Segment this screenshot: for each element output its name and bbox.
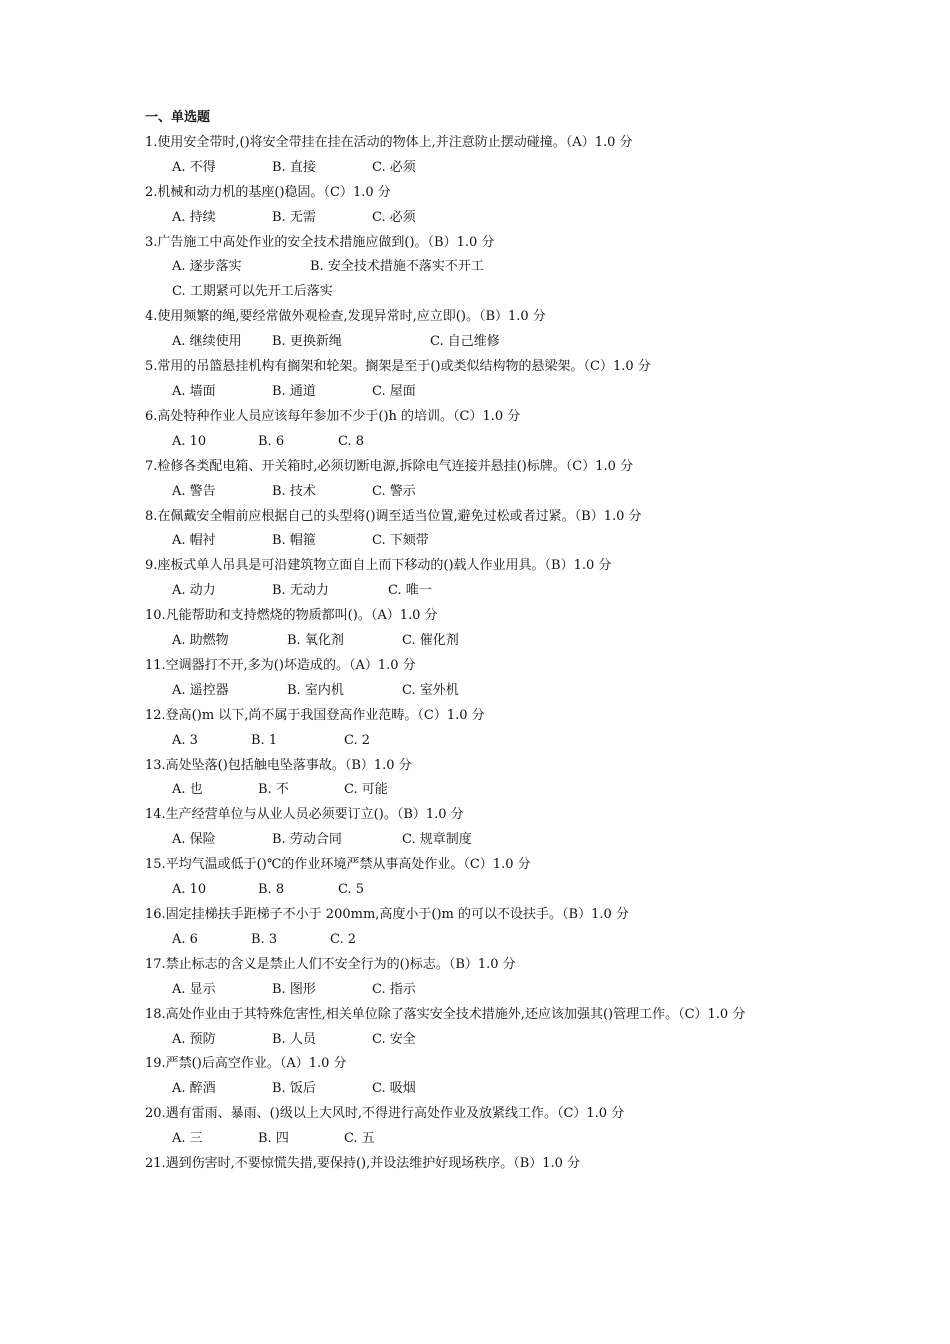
question: 4.使用频繁的绳,要经常做外观检查,发现异常时,应立即()。（B）1.0 分 [145, 309, 546, 325]
question: 11.空调器打不开,多为()坏造成的。（A）1.0 分 [145, 657, 416, 673]
option: B. 6 [258, 433, 285, 449]
option: C. 催化剂 [402, 633, 459, 649]
option-row [145, 1028, 815, 1053]
option: C. 吸烟 [372, 1081, 416, 1097]
option: B. 3 [251, 931, 278, 947]
option: B. 安全技术措施不落实不开工 [310, 259, 484, 275]
option: C. 可能 [344, 782, 388, 798]
option-row [145, 430, 815, 455]
option: C. 8 [338, 433, 365, 449]
option: C. 2 [330, 931, 357, 947]
option-row [145, 978, 815, 1003]
option: C. 指示 [372, 981, 416, 997]
option: B. 室内机 [287, 682, 344, 698]
question: 13.高处坠落()包括触电坠落事故。（B）1.0 分 [145, 757, 412, 773]
option: C. 下颏带 [372, 533, 429, 549]
option: C. 警示 [372, 483, 416, 499]
option: B. 人员 [272, 1031, 316, 1047]
exam-page [145, 106, 815, 1177]
question: 7.检修各类配电箱、开关箱时,必须切断电源,拆除电气连接并悬挂()标牌。（C）1.0 分 [145, 458, 634, 474]
option: A. 醉酒 [172, 1081, 216, 1097]
option: C. 五 [344, 1131, 375, 1147]
section-title: 一、单选题 [145, 110, 211, 125]
option: A. 也 [172, 782, 203, 798]
question-list [145, 131, 815, 1177]
question: 18.高处作业由于其特殊危害性,相关单位除了落实安全技术措施外,还应该加强其()管理工作。（C）1.0 分 [145, 1006, 746, 1022]
option: B. 四 [258, 1131, 289, 1147]
option: B. 图形 [272, 981, 316, 997]
option-row [145, 729, 815, 754]
question: 3.广告施工中高处作业的安全技术措施应做到()。（B）1.0 分 [145, 234, 495, 250]
option: A. 6 [172, 931, 198, 947]
option: A. 警告 [172, 483, 216, 499]
option: B. 氧化剂 [287, 633, 344, 649]
option: A. 保险 [172, 832, 216, 848]
option-row [145, 255, 815, 280]
option: C. 室外机 [402, 682, 459, 698]
question: 12.登高()m 以下,尚不属于我国登高作业范畴。（C）1.0 分 [145, 707, 485, 723]
option: C. 自己维修 [430, 334, 500, 350]
question: 8.在佩戴安全帽前应根据自己的头型将()调至适当位置,避免过松或者过紧。（B）1.0 分 [145, 508, 642, 524]
option: A. 三 [172, 1131, 203, 1147]
question: 6.高处特种作业人员应该每年参加不少于()h 的培训。（C）1.0 分 [145, 408, 521, 424]
option: C. 工期紧可以先开工后落实 [172, 284, 333, 300]
option-row [145, 206, 815, 231]
option: A. 预防 [172, 1031, 216, 1047]
question: 2.机械和动力机的基座()稳固。（C）1.0 分 [145, 184, 391, 200]
option-row [145, 380, 815, 405]
question: 21.遇到伤害时,不要惊慌失措,要保持(),并设法维护好现场秩序。（B）1.0 分 [145, 1156, 581, 1172]
option-row [145, 529, 815, 554]
option-row [145, 1077, 815, 1102]
option: B. 直接 [272, 159, 316, 175]
option-row [145, 156, 815, 181]
option: B. 劳动合同 [272, 832, 342, 848]
question: 9.座板式单人吊具是可沿建筑物立面自上而下移动的()载人作业用具。（B）1.0 分 [145, 558, 612, 574]
option-row [145, 629, 815, 654]
option: C. 必须 [372, 209, 416, 225]
option: B. 不 [258, 782, 289, 798]
option: B. 帽箍 [272, 533, 316, 549]
option-row [145, 480, 815, 505]
question: 15.平均气温或低于()℃的作业环境严禁从事高处作业。（C）1.0 分 [145, 857, 531, 873]
question: 1.使用安全带时,()将安全带挂在挂在活动的物体上,并注意防止摆动碰撞。（A）1.0 分 [145, 134, 633, 150]
option: B. 8 [258, 882, 285, 898]
option: B. 技术 [272, 483, 316, 499]
option: C. 5 [338, 882, 365, 898]
option: A. 10 [172, 433, 207, 449]
option: B. 无需 [272, 209, 316, 225]
option: A. 10 [172, 882, 207, 898]
option: A. 3 [172, 732, 198, 748]
option: A. 墙面 [172, 383, 216, 399]
question: 17.禁止标志的含义是禁止人们不安全行为的()标志。（B）1.0 分 [145, 956, 516, 972]
option-row [145, 1127, 815, 1152]
option: C. 唯一 [388, 583, 432, 599]
option: B. 通道 [272, 383, 316, 399]
option: C. 屋面 [372, 383, 416, 399]
option-row [145, 280, 815, 305]
question: 20.遇有雷雨、暴雨、()级以上大风时,不得进行高处作业及放紧线工作。（C）1.0 分 [145, 1106, 625, 1122]
option: A. 帽衬 [172, 533, 216, 549]
option: B. 更换新绳 [272, 334, 342, 350]
option-row [145, 928, 815, 953]
option: A. 不得 [172, 159, 216, 175]
option-row [145, 878, 815, 903]
option-row [145, 579, 815, 604]
option-row [145, 330, 815, 355]
option: B. 饭后 [272, 1081, 316, 1097]
option-row [145, 828, 815, 853]
question: 19.严禁()后高空作业。（A）1.0 分 [145, 1056, 347, 1072]
option: C. 安全 [372, 1031, 416, 1047]
option: A. 遥控器 [172, 682, 229, 698]
option: B. 1 [251, 732, 278, 748]
option-row [145, 778, 815, 803]
option: C. 必须 [372, 159, 416, 175]
option: A. 助燃物 [172, 633, 229, 649]
option-row [145, 679, 815, 704]
option: C. 2 [344, 732, 371, 748]
option: A. 继续使用 [172, 334, 242, 350]
option: A. 显示 [172, 981, 216, 997]
question: 5.常用的吊篮悬挂机构有搁架和轮架。搁架是至于()或类似结构物的悬梁架。（C）1.0 分 [145, 359, 651, 375]
question: 10.凡能帮助和支持燃烧的物质都叫()。（A）1.0 分 [145, 608, 438, 624]
question: 16.固定挂梯扶手距梯子不小于 200mm,高度小于()m 的可以不设扶手。（B）1.0 分 [145, 907, 629, 922]
question: 14.生产经营单位与从业人员必须要订立()。（B）1.0 分 [145, 807, 464, 823]
option: A. 动力 [172, 583, 216, 599]
option: C. 规章制度 [402, 832, 472, 848]
option: A. 持续 [172, 209, 216, 225]
option: B. 无动力 [272, 583, 329, 599]
option: A. 逐步落实 [172, 259, 242, 275]
